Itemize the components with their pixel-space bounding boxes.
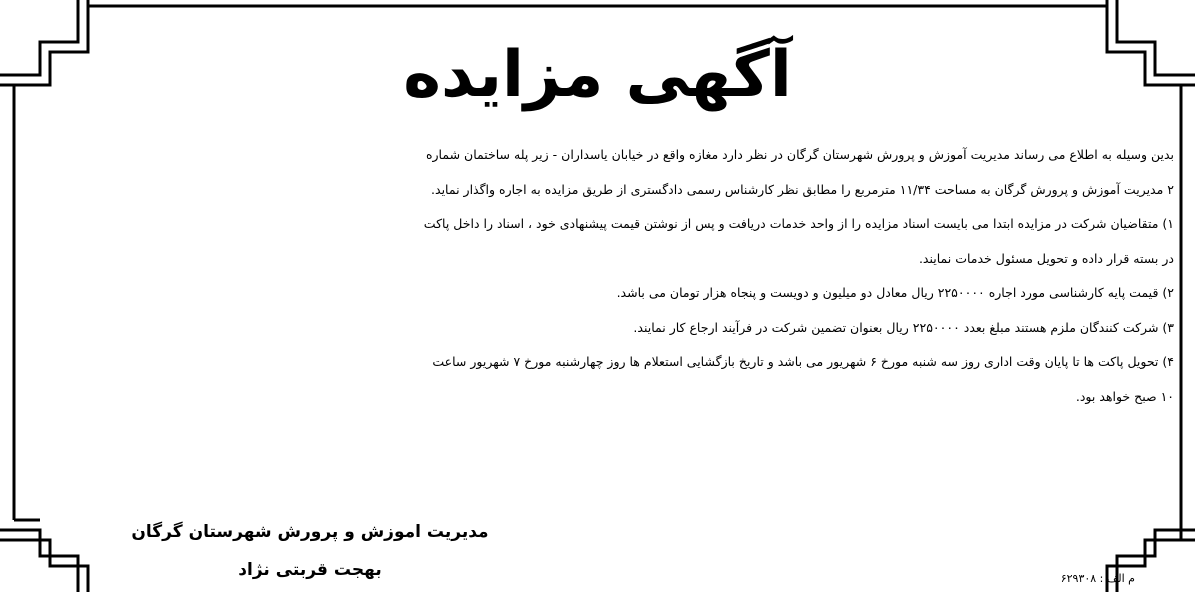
- notice-line: ۲ مدیریت آموزش و پرورش گرگان به مساحت ۱۱/۳۴ مترمربع را مطابق نظر کارشناس رسمی دادگستری از طریق مزایده به اجاره واگذار نماید.: [431, 181, 1174, 197]
- notice-line: در بسته قرار داده و تحویل مسئول خدمات نمایند.: [918, 250, 1174, 266]
- notice-code: م الف : ۶۲۹۳۰۸: [1060, 572, 1135, 585]
- notice-title: آگهی مزایده: [403, 38, 792, 112]
- notice-line: ۱) متقاضیان شرکت در مزایده ابتدا می بایست اسناد مزایده را از واحد خدمات دریافت و پس از نوشتن قیمت پیشنهادی خود ، اسناد را داخل پاکت: [423, 216, 1174, 231]
- signature-organization: مدیریت اموزش و پرورش شهرستان گرگان: [131, 522, 489, 542]
- notice-body: [32, 138, 1174, 414]
- notice-line: ۴) تحویل پاکت ها تا پایان وقت اداری روز سه شنبه مورخ ۶ شهریور می باشد و تاریخ بازگشایی استعلام ها روز چهارشنبه مورخ ۷ شهریور ساعت: [432, 354, 1174, 369]
- signature-name: بهجت قربتی نژاد: [238, 560, 382, 580]
- notice-line: ۱۰ صبح خواهد بود.: [1075, 388, 1174, 404]
- notice-line: ۲) قیمت پایه کارشناسی مورد اجاره ۲۲۵۰۰۰۰ ریال معادل دو میلیون و دویست و پنجاه هزار تومان می باشد.: [616, 285, 1174, 300]
- notice-line: بدین وسیله به اطلاع می رساند مدیریت آموزش و پرورش شهرستان گرگان در نظر دارد مغازه واقع در خیابان یاسداران - زیر پله ساختمان شماره: [425, 147, 1174, 162]
- notice-line: ۳) شرکت کنندگان ملزم هستند مبلغ بعدد ۲۲۵۰۰۰۰ ریال بعنوان تضمین شرکت در فرآیند ارجاع کار نمایند.: [633, 319, 1174, 335]
